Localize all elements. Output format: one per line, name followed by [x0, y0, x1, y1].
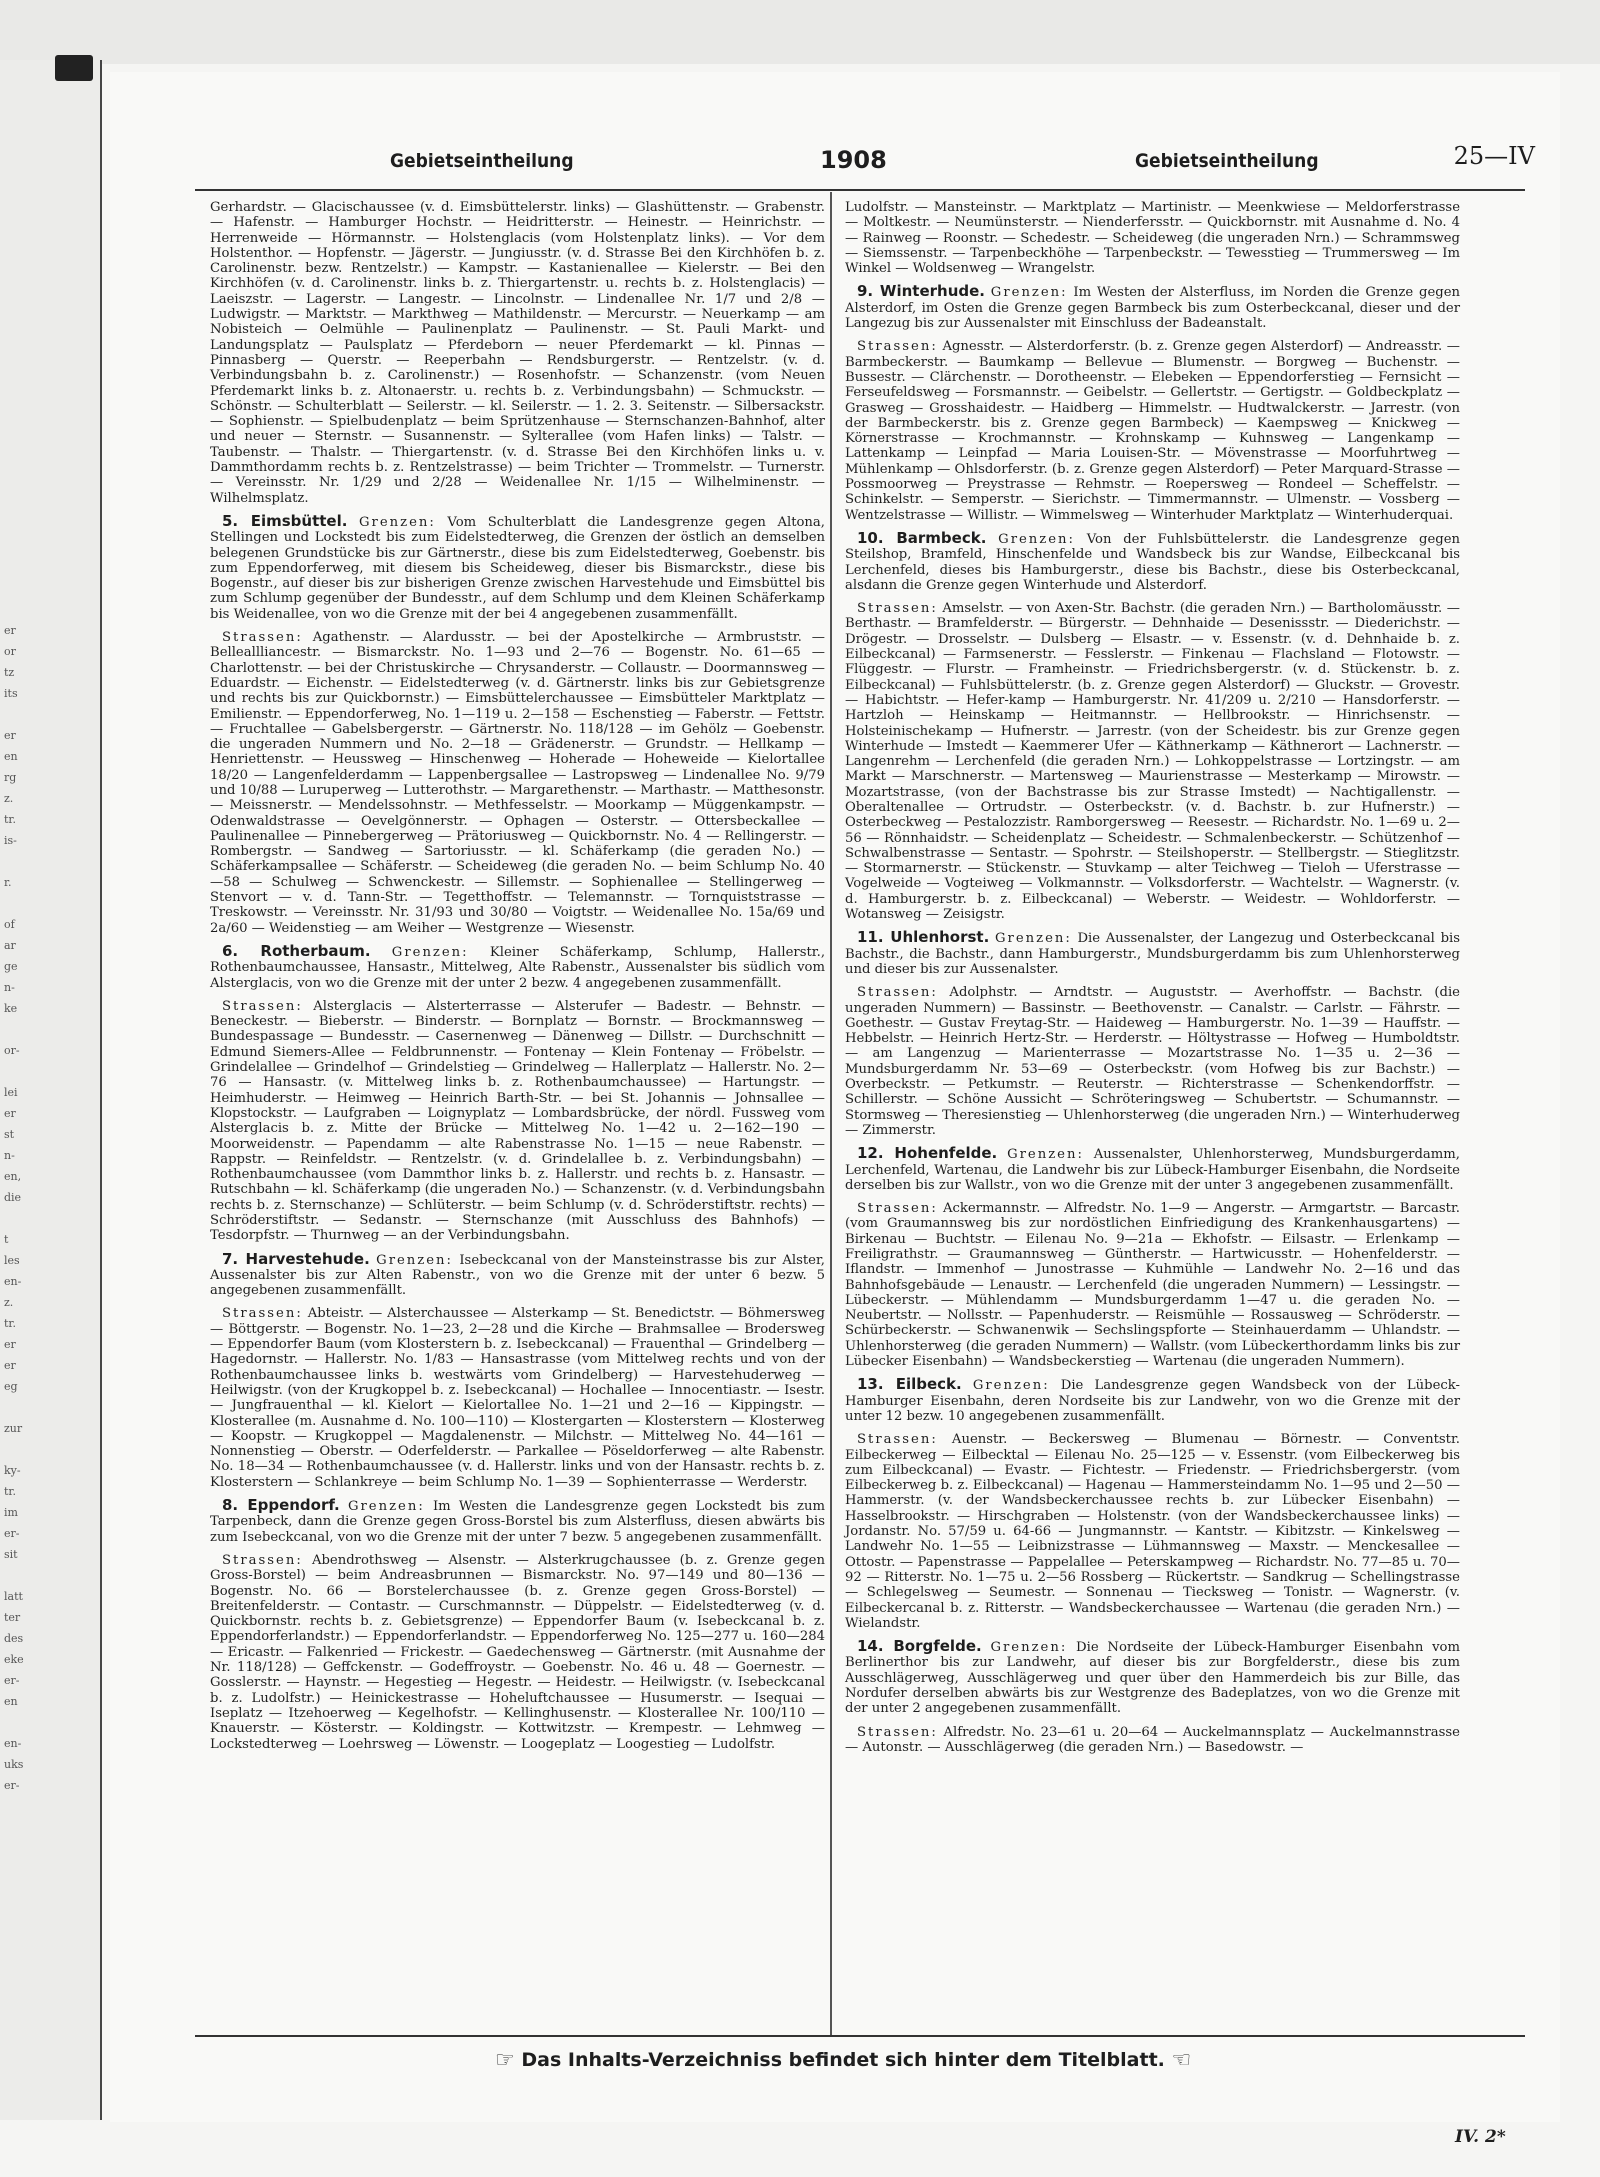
- section-6-title: 6. Rotherbaum.: [222, 941, 371, 960]
- boundaries-text: Von der Fuhlsbüttelerstr. die Landesgrenze gegen Steilshop, Bramfeld, Hinschenfelde und Wandsbeck bis zur Wandse, Eilbeckcanal bis Lerchenfeld, dieses bis Hamburgerstr., diese bis Bachstr., diese bis Osterbeckcanal, alsdann die Grenze gegen Winterhude und Alsterdorf.: [845, 531, 1460, 593]
- section-4-continuation: Gerhardstr. — Glacischaussee (v. d. Eimsbüttelerstr. links) — Glashüttenstr. — Grabenstr. — Hafenstr. — Hamburger Hochstr. — Heidritterstr. — Heinestr. — Heinrichstr. — Herrenweide — Hörmannstr. — Holstenglacis (vom Holstenplatz links). — Vor dem Holstenthor. — Hopfenstr. — Jägerstr. — Jungiusstr. (v. d. Strasse Bei den Kirchhöfen b. z. Carolinenstr. bezw. Rentzelstr.) — Kampstr. — Kastanienallee — Kielerstr. — Bei den Kirchhöfen (v. d. Carolinenstr. links b. z. Thiergartenstr. u. rechts b. z. Holstenglacis) — Laeiszstr. — Lagerstr. — Langestr. — Lincolnstr. — Lindenallee Nr. 1/7 und 2/8 — Ludwigstr. — Marktstr. — Markthweg — Mathildenstr. — Mercurstr. — Neuerkamp — am Nobisteich — Oelmühle — Paulinenplatz — Paulinenstr. — St. Pauli Markt- und Landungsplatz — Paulsplatz — Pferdeborn — neuer Pferdemarkt — kl. Pinnas — Pinnasberg — Querstr. — Reeperbahn — Rendsburgerstr. — Rentzelstr. (v. d. Verbindungsbahn b. z. Carolinenstr.) — Rosenhofstr. — Schanzenstr. (vom Neuen Pferdemarkt links b. z. Altonaerstr. u. rechts b. z. Verbindungsbahn) — Schmuckstr. — Schönstr. — Schulterblatt — Seilerstr. — kl. Seilerstr. — 1. 2. 3. Seitenstr. — Silbersackstr. — Sophienstr. — Spielbudenplatz — beim Sprützenhause — Sternschanzen-Bahnhof, alter und neuer — Sternstr. — Susannenstr. — Sylterallee (vom Hafen links) — Talstr. — Taubenstr. — Thalstr. — Thiergartenstr. (v. d. Strasse Bei den Kirchhöfen links u. v. Dammthordamm rechts b. z. Rentzelstrasse) — beim Trichter — Trommelstr. — Turnerstr. — Vereinsstr. Nr. 1/29 und 2/28 — Weidenallee Nr. 1/15 — Wilhelminenstr. — Wilhelmsplatz.: [210, 200, 825, 506]
- boundaries-text: Im Westen der Alsterfluss, im Norden die Grenze gegen Alsterdorf, im Osten die Grenze gegen Barmbeck bis zum Osterbeckcanal, dieser und der Langezug bis zur Aussenalster mit Einschluss der Badeanstalt.: [845, 285, 1460, 332]
- streets-text: Amselstr. — von Axen-Str. Bachstr. (die geraden Nrn.) — Bartholomäusstr. — Berthastr. — Bramfelderstr. — Bürgerstr. — Dehnhaide — Desenissstr. — Diederichstr. — Drögestr. — Drosselstr. — Dulsberg — Elsastr. — v. Essenstr. (v. d. Dehnhaide b. z. Eilbeckcanal) — Farmsenerstr. — Fesslerstr. — Finkenau — Flachsland — Flotowstr. — Flüggestr. — Flurstr. — Framheinstr. — Friedrichsbergerstr. (v. d. Stückenstr. b. z. Eilbeckcanal) — Fuhlsbüttelerstr. (b. z. Grenze gegen Alsterdorf) — Gluckstr. — Grovestr. — Habichtstr. — Hefer-kamp — Hamburgerstr. Nr. 41/209 u. 2/210 — Hansdorferstr. — Hartzloh — Heinskamp — Heitmannstr. — Hellbrookstr. — Hinrichsenstr. — Holsteinischekamp — Hufnerstr. — Jarrestr. (von der Scheidestr. bis zur Grenze gegen Winterhude — Imstedt — Kaemmerer Ufer — Käthnerkamp — Käthnerort — Lachnerstr. — Langenrehm — Lerchenfeld (die geraden Nrn.) — Lohkoppelstrasse — Lortzingstr. — am Markt — Marschnerstr. — Martensweg — Maurienstrasse — Mesterkamp — Mirowstr. — Mozartstrasse, (von der Bachstrasse bis zur Strasse Imstedt) — Nachtigallenstr. — Oberaltenallee — Ortrudstr. — Osterbeckstr. (v. d. Bachstr. b. zur Hufnerstr.) — Osterbeckweg — Pestalozzistr. Ramborgersweg — Reesestr. — Richardstr. No. 1—69 u. 2—56 — Rönnhaidstr. — Scheidenplatz — Scheidestr. — Schmalenbeckerstr. — Schützenhof — Schwalbenstrasse — Sentastr. — Spohrstr. — Steilshoperstr. — Stellbergstr. — Stieglitzstr. — Stormarnerstr. — Stückenstr. — Stuvkamp — alter Teichweg — Tieloh — Uferstrasse — Vogelweide — Vogteiweg — Volkmannstr. — Volksdorferstr. — Wachtelstr. — Wagnerstr. (v. d. Hamburgerstr. b. z. Eilbeckcanal) — Weberstr. — Weidestr. — Wohldorferstr. — Wotansweg — Zeisigstr.: [845, 601, 1460, 923]
- streets-label: Strassen:: [857, 1432, 938, 1448]
- boundaries-text: Isebeckcanal von der Mansteinstrasse bis zur Alster, Aussenalster bis zur Alten Rabenstr., von wo die Grenze mit der unter 6 bezw. 5 angegebenen zusammenfällt.: [210, 1252, 825, 1299]
- section-7-streets: [210, 1306, 825, 1490]
- boundaries-label: Grenzen:: [347, 1499, 425, 1515]
- boundaries-label: Grenzen:: [998, 531, 1075, 547]
- header-year: 1908: [820, 146, 887, 174]
- section-8-title: 8. Eppendorf.: [222, 1496, 340, 1515]
- section-9-streets: [845, 339, 1460, 523]
- boundaries-label: Grenzen:: [1007, 1147, 1084, 1163]
- streets-text: Agnesstr. — Alsterdorferstr. (b. z. Grenze gegen Alsterdorf) — Andreasstr. — Barmbeckerstr. — Baumkamp — Bellevue — Blumenstr. — Borgweg — Buchenstr. — Bussestr. — Clärchenstr. — Dorotheenstr. — Elebeken — Eppendorferstieg — Fernsicht — Ferseufeldsweg — Forsmannstr. — Geibelstr. — Gellertstr. — Gertigstr. — Goldbeckplatz — Grasweg — Grosshaidestr. — Haidberg — Himmelstr. — Hudtwalckerstr. — Jarrestr. (von der Barmbeckerstr. bis z. Grenze gegen Barmbeck) — Kaempsweg — Knickweg — Körnerstrasse — Krochmannstr. — Krohnskamp — Kuhnsweg — Langenkamp — Lattenkamp — Leinpfad — Maria Louisen-Str. — Mövenstrasse — Moorfuhrtweg — Mühlenkamp — Ohlsdorferstr. (b. z. Grenze gegen Alsterdorf) — Peter Marquard-Strasse — Possmoorweg — Preystrasse — Rehmstr. — Roepersweg — Rondeel — Scheffelstr. — Schinkelstr. — Semperstr. — Sierichstr. — Timmermannstr. — Ulmenstr. — Vossberg — Wentzelstrasse — Willistr. — Wimmelsweg — Winterhuder Marktplatz — Winterhuderquai.: [845, 339, 1460, 523]
- streets-label: Strassen:: [857, 1201, 938, 1217]
- pointing-hand-left-icon: ☜: [1171, 2048, 1192, 2073]
- streets-label: Strassen:: [222, 998, 303, 1014]
- streets-text: Adolphstr. — Arndtstr. — Auguststr. — Averhoffstr. — Bachstr. (die ungeraden Nummern) — Bassinstr. — Beethovenstr. — Canalstr. — Carlstr. — Fährstr. — Goethestr. — Gustav Freytag-Str. — Haideweg — Hamburgerstr. No. 1—39 — Hauffstr. — Hebbelstr. — Heinrich Hertz-Str. — Herderstr. — Höltystrasse — Hofweg — Humboldtstr. — am Langenzug — Marienterrasse — Mozartstrasse No. 1—35 u. 2—36 — Mundsburgerdamm Nr. 53—69 — Osterbeckstr. (vom Hofweg bis zur Bachstr.) — Overbeckstr. — Petkumstr. — Reuterstr. — Richterstrasse — Schenkendorffstr. — Schillerstr. — Schöne Aussicht — Schröteringsweg — Schubertstr. — Schumannstr. — Stormsweg — Theresienstieg — Uhlenhorsterweg (die ungeraden Nrn.) — Winterhuderweg — Zimmerstr.: [845, 985, 1460, 1138]
- streets-text: Alsterglacis — Alsterterrasse — Alsterufer — Badestr. — Behnstr. — Beneckestr. — Bieberstr. — Binderstr. — Bornplatz — Bornstr. — Brockmannsweg — Bundespassage — Bundesstr. — Casernenweg — Dänenweg — Dillstr. — Durchschnitt — Edmund Siemers-Allee — Feldbrunnenstr. — Fontenay — Klein Fontenay — Fröbelstr. — Grindelallee — Grindelhof — Grindelstieg — Grindelweg — Hallerplatz — Hallerstr. No. 2—76 — Hansastr. (v. Mittelweg links b. z. Rothenbaumchaussee) — Hartungstr. — Heimhuderstr. — Heimweg — Heinrich Barth-Str. — bei St. Johannis — Johnsallee — Klopstockstr. — Laufgraben — Loignyplatz — Lombardsbrücke, der nördl. Fussweg vom Alsterglacis b. z. Mitte der Brücke — Mittelweg No. 1—42 u. 2—162—190 — Moorweidenstr. — Papendamm — alte Rabenstrasse No. 1—15 — neue Rabenstr. — Rappstr. — Reinfeldstr. — Rentzelstr. (v. d. Grindelallee b. z. Verbindungsbahn) — Rothenbaumchaussee (vom Dammthor links b. z. Hallerstr. und rechts b. z. Hansastr. — Rutschbahn — kl. Schäferkamp (die ungeraden No.) — Schanzenstr. (v. d. Verbindungsbahn rechts b. z. Sternschanze) — Schlüterstr. — beim Schlump (v. d. Schröderstiftstr. rechts) — Schröderstiftstr. — Sedanstr. — Sternschanze (mit Ausschluss des Bahnhofs) — Tesdorpfstr. — Thurnweg — an der Verbindungsbahn.: [210, 998, 825, 1244]
- footer-rule: [195, 2035, 1525, 2037]
- section-7-title: 7. Harvestehude.: [222, 1249, 370, 1268]
- section-10-streets: [845, 601, 1460, 922]
- section-12-boundaries: [845, 1146, 1460, 1193]
- left-column: [210, 200, 825, 1760]
- section-12-streets: [845, 1201, 1460, 1369]
- pointing-hand-right-icon: ☞: [495, 2048, 515, 2073]
- boundaries-label: Grenzen:: [359, 514, 436, 530]
- boundaries-text: Die Aussenalster, der Langezug und Osterbeckcanal bis Bachstr., die Bachstr., dann Hamburgerstr., Mundsburgerdamm bis zum Uhlenhorsterweg und dieser bis zur Aussenalster.: [845, 931, 1460, 977]
- boundaries-text: Im Westen die Landesgrenze gegen Lockstedt bis zum Tarpenbeck, dann die Grenze gegen Gross-Borstel bis zum Alsterfluss, diesen abwärts bis zum Isebeckcanal, von wo die Grenze mit der unter 7 bezw. 5 angegebenen zusammenfällt.: [210, 1499, 825, 1545]
- streets-label: Strassen:: [857, 339, 938, 355]
- boundaries-label: Grenzen:: [990, 285, 1068, 301]
- scan-background-top: [0, 0, 1600, 64]
- streets-label: Strassen:: [857, 1724, 938, 1740]
- streets-label: Strassen:: [857, 985, 938, 1001]
- section-6-boundaries: [210, 941, 826, 991]
- boundaries-label: Grenzen:: [990, 1640, 1068, 1656]
- section-14-title: 14. Borgfelde.: [857, 1637, 982, 1656]
- section-8-boundaries: [210, 1498, 825, 1545]
- section-8-streets: [210, 1553, 825, 1752]
- document-page: [110, 72, 1560, 2147]
- header-title-left: Gebietseintheilung: [390, 150, 574, 172]
- section-7-boundaries: [210, 1249, 825, 1299]
- scan-clip-marker: [55, 55, 93, 81]
- streets-text: Auenstr. — Beckersweg — Blumenau — Börnestr. — Conventstr. Eilbeckerweg — Eilbecktal — Eilenau No. 25—125 — v. Essenstr. (vom Eilbeckerweg bis zum Eilbeckcanal) — Evastr. — Fichtestr. — Friedenstr. — Friedrichsbergerstr. (vom Eilbeckerweg b. z. Eilbeckcanal) — Hagenau — Hammersteindamm No. 1—95 und 2—50 — Hammerstr. (v. der Wandsbeckerchaussee rechts b. zur Lübecker Eisenbahn) — Hasselbrookstr. — Hirschgraben — Holstenstr. (von der Wandsbeckerchaussee links) — Jordanstr. No. 57/59 u. 64-66 — Jungmannstr. — Kantstr. — Kibitzstr. — Kinkelsweg — Landwehr No. 1—55 — Leibnizstrasse — Lühmannsweg — Maxstr. — Menckesallee — Ottostr. — Papenstrasse — Pappelallee — Peterskampweg — Richardstr. No. 77—85 u. 70—92 — Ritterstr. No. 1—75 u. 2—56 Rossberg — Rückertstr. — Sandkrug — Schellingstrasse — Schlegelsweg — Seumestr. — Sonnenau — Tiecksweg — Tonistr. — Wagnerstr. (v. Eilbeckercanal b. z. Ritterstr. — Wandsbeckerchaussee — Wartenau (die geraden Nrn.) — Wielandstr.: [845, 1432, 1460, 1631]
- running-header: [200, 140, 1535, 180]
- section-9-title: 9. Winterhude.: [857, 282, 986, 301]
- section-10-title: 10. Barmbeck.: [857, 528, 987, 547]
- index-note-text: Das Inhalts-Verzeichniss befindet sich hinter dem Titelblatt.: [521, 2049, 1165, 2071]
- section-13-title: 13. Eilbeck.: [857, 1375, 962, 1394]
- section-6-streets: [210, 999, 825, 1244]
- boundaries-text: Aussenalster, Uhlenhorsterweg, Mundsburgerdamm, Lerchenfeld, Wartenau, die Landwehr bis zur Lübeck-Hamburger Eisenbahn, die Nordseite derselben bis zur Wallstr., von wo die Grenze mit der unter 3 angegebenen zusammenfällt.: [845, 1147, 1460, 1193]
- right-column: [845, 200, 1460, 1763]
- streets-label: Strassen:: [857, 601, 938, 617]
- streets-label: Strassen:: [222, 1552, 303, 1568]
- streets-text: Ackermannstr. — Alfredstr. No. 1—9 — Angerstr. — Armgartstr. — Barcastr. (vom Graumannsweg bis zur nordöstlichen Einfriedigung des Krankenhausgartens) — Birkenau — Buchtstr. — Eilenau No. 9—21a — Ekhofstr. — Eilsastr. — Erlenkamp — Freiligrathstr. — Graumannsweg — Güntherstr. — Hartwicusstr. — Hohenfelderstr. — Iflandstr. — Immenhof — Junostrasse — Kuhmühle — Landwehr No. 2—16 und das Bahnhofsgebäude — Lenaustr. — Lerchenfeld (die ungeraden Nummern) — Lessingstr. — Lübeckerstr. — Mühlendamm — Mundsburgerdamm 1—47 u. die geraden No. — Neubertstr. — Nollsstr. — Papenhuderstr. — Reismühle — Rossausweg — Schröderstr. — Schürbeckerstr. — Schwanenwik — Sechslingspforte — Steinhauerdamm — Uhlandstr. — Uhlenhorsterweg (die geraden Nummern) — Wallstr. (vom Lübeckerthordamm links bis zur Lübecker Eisenbahn) — Wandsbeckerstieg — Wartenau (die ungeraden Nummern).: [845, 1201, 1460, 1370]
- section-5-boundaries: [210, 511, 825, 622]
- section-14-boundaries: [845, 1639, 1460, 1716]
- previous-page-text-fragments: er or tz its er en rg z. tr. is- r. of ar ge n- ke or- lei er st n- en, die t les en- z. tr. er er eg zur ky- tr. im er- sit latt ter des eke er- en en- uks er-: [4, 624, 24, 1792]
- section-10-boundaries: [845, 528, 1460, 593]
- section-13-boundaries: [845, 1377, 1460, 1424]
- index-location-note: [495, 2048, 1191, 2073]
- streets-text: Agathenstr. — Alardusstr. — bei der Apostelkirche — Armbruststr. — Belleallliancestr. — Bismarckstr. No. 1—93 und 2—76 — Bogenstr. No. 61—65 — Charlottenstr. — bei der Christuskirche — Chrysanderstr. — Collaustr. — Doormannsweg — Eduardstr. — Eichenstr. — Eidelstedterweg (v. d. Gärtnerstr. links bis zur Gebietsgrenze und rechts bis zur Quickbornstr.) — Eimsbüttelerchaussee — Eimsbütteler Marktplatz — Emilienstr. — Eppendorferweg, No. 1—119 u. 2—158 — Eschenstieg — Faberstr. — Fettstr. — Fruchtallee — Gabelsbergerstr. — Gärtnerstr. No. 118/128 — im Gehölz — Goebenstr. die ungeraden Nummern und No. 2—18 — Grädenerstr. — Grundstr. — Hellkamp — Henriettenstr. — Heussweg — Hinschenweg — Hoherade — Hoheweide — Kielortallee 18/20 — Langenfelderdamm — Lappenbergsallee — Lastropsweg — Lindenallee No. 9/79 und 10/88 — Luruperweg — Lutterothstr. — Margarethenstr. — Marthastr. — Matthesonstr. — Meissnerstr. — Mendelssohnstr. — Methfesselstr. — Moorkamp — Müggenkampstr. — Odenwaldstrasse — Oevelgönnerstr. — Ophagen — Osterstr. — Ottersbeckallee — Paulinenallee — Pinnebergerweg — Prätoriusweg — Quickbornstr. No. 4 — Rellingerstr. — Rombergstr. — Sandweg — Sartoriusstr. — kl. Schäferkamp (die geraden No.) — Schäferkampsallee — Schäferstr. — Scheideweg (die geraden No. — beim Schlump No. 40—58 — Schulweg — Schwenckestr. — Sillemstr. — Sophienallee — Stellingerweg — Stenvort — v. d. Tann-Str. — Tegetthoffstr. — Telemannstr. — Tornquiststrasse — Treskowstr. — Vereinsstr. Nr. 31/93 und 30/80 — Voigtstr. — Weidenallee No. 15a/69 und 2a/60 — Weidenstieg — am Weiher — Westgrenze — Wiesenstr.: [210, 630, 825, 936]
- boundaries-label: Grenzen:: [994, 931, 1072, 947]
- streets-label: Strassen:: [222, 630, 303, 646]
- boundaries-text: Kleiner Schäferkamp, Schlump, Hallerstr., Rothenbaumchaussee, Hansastr., Mittelweg, Alte Rabenstr., Aussenalster bis südlich vom Alsterglacis, von wo die Grenze mit der unter 2 bezw. 4 angegebenen zusammenfällt.: [210, 944, 826, 991]
- boundaries-text: Vom Schulterblatt die Landesgrenze gegen Altona, Stellingen und Lockstedt bis zum Eidelstedterweg, die Grenzen der östlich an demselben belegenen Grundstücke bis zur Gärtnerstr., diese bis zum Eidelstedterweg, Goebenstr. bis zum Eppendorferweg, mit diesem bis Scheideweg, dieser bis Bismarckstr., diese bis Bogenstr., auf dieser bis zur bisherigen Grenze zwischen Harvestehude und Eimsbüttel bis zum Schlump gegenüber der Bundesstr., auf dem Schlump und dem Kleinen Schäferkamp bis Weidenallee, von wo die Grenze mit der bei 4 angegebenen zusammenfällt.: [210, 514, 825, 622]
- boundaries-label: Grenzen:: [376, 1252, 453, 1268]
- column-separator: [830, 192, 832, 2037]
- boundaries-label: Grenzen:: [391, 944, 469, 960]
- section-11-streets: [845, 985, 1460, 1138]
- section-5-streets: [210, 630, 825, 936]
- streets-text: Abteistr. — Alsterchaussee — Alsterkamp — St. Benedictstr. — Böhmersweg — Böttgerstr. — Bogenstr. No. 1—23, 2—28 und die Kirche — Brahmsallee — Brodersweg — Eppendorfer Baum (vom Klosterstern b. z. Isebeckcanal) — Frauenthal — Grindelberg — Hagedornstr. — Hallerstr. No. 1/83 — Hansastrasse (vom Mittelweg rechts und von der Rothenbaumchaussee links b. westwärts vom Grindelberg) — Harvestehuderweg — Heilwigstr. (von der Krugkoppel b. z. Isebeckcanal) — Hochallee — Innocentiastr. — Isestr. — Jungfrauenthal — kl. Kielort — Kielortallee No. 1—21 und 2—16 — Kippingstr. — Klosterallee (m. Ausnahme d. No. 100—110) — Klostergarten — Klosterstern — Klosterweg — Koopstr. — Krugkoppel — Magdalenenstr. — Milchstr. — Mittelweg No. 44—161 — Nonnenstieg — Oberstr. — Oderfelderstr. — Parkallee — Pöseldorferweg — alte Rabenstr. No. 18—34 — Rothenbaumchaussee (v. d. Hallerstr. links und von der Hansastr. rechts b. z. Klosterstern — Schlankreye — beim Schlump No. 1—39 — Sophienterrasse — Werderstr.: [210, 1306, 825, 1490]
- section-8-continuation: Ludolfstr. — Mansteinstr. — Marktplatz — Martinistr. — Meenkwiese — Meldorferstrasse — Moltkestr. — Neumünsterstr. — Nienderfersstr. — Quickbornstr. mit Ausnahme d. No. 4 — Rainweg — Roonstr. — Schedestr. — Scheideweg (die ungeraden Nrn.) — Schrammsweg — Siemssenstr. — Tarpenbeckhöhe — Tarpenbeckstr. — Tewesstieg — Trummersweg — Im Winkel — Woldsenweg — Wrangelstr.: [845, 200, 1460, 277]
- streets-label: Strassen:: [222, 1306, 303, 1322]
- section-14-streets: [845, 1725, 1460, 1756]
- section-5-title: 5. Eimsbüttel.: [222, 511, 348, 530]
- section-12-title: 12. Hohenfelde.: [857, 1144, 998, 1163]
- streets-text: Alfredstr. No. 23—61 u. 20—64 — Auckelmannsplatz — Auckelmannstrasse — Autonstr. — Ausschlägerweg (die geraden Nrn.) — Basedowstr. —: [845, 1724, 1460, 1755]
- header-title-right: Gebietseintheilung: [1135, 150, 1319, 172]
- boundaries-text: Die Nordseite der Lübeck-Hamburger Eisenbahn vom Berlinerthor bis zur Landwehr, auf dieser bis zur Borgfelderstr., diese bis zum Ausschlägerweg, Ausschlägerweg und quer über den Hammerdeich bis zur Bille, das Nordufer derselben abwärts bis zur Westgrenze des Badeplatzes, von wo die Grenze mit der unter 2 angegebenen zusammenfällt.: [845, 1640, 1460, 1717]
- streets-text: Abendrothsweg — Alsenstr. — Alsterkrugchaussee (b. z. Grenze gegen Gross-Borstel) — beim Andreasbrunnen — Bismarckstr. No. 97—149 und 80—136 — Bogenstr. No. 66 — Borstelerchaussee (b. z. Grenze gegen Gross-Borstel) — Breitenfelderstr. — Contastr. — Curschmannstr. — Düppelstr. — Eidelstedterweg (v. d. Quickbornstr. rechts b. z. Gebietsgrenze) — Eppendorfer Baum (v. Isebeckcanal b. z. Eppendorferlandstr.) — Eppendorferlandstr. — Eppendorferweg No. 125—277 u. 160—284 — Ericastr. — Falkenried — Frickestr. — Gaedechensweg — Gärtnerstr. (mit Ausnahme der Nr. 118/128) — Geffckenstr. — Godeffroystr. — Goebenstr. No. 46 u. 48 — Goernestr. — Gosslerstr. — Haynstr. — Hegestieg — Hegestr. — Heidestr. — Heilwigstr. (v. Isebeckcanal b. z. Ludolfstr.) — Heinickestrasse — Hoheluftchaussee — Husumerstr. — Isequai — Iseplatz — Itzehoerweg — Kegelhofstr. — Kellinghusenstr. — Klosterallee Nr. 100/110 — Knauerstr. — Kösterstr. — Koldingstr. — Kottwitzstr. — Krempestr. — Lehmweg — Lockstedterweg — Loehrsweg — Löwenstr. — Loogeplatz — Loogestieg — Ludolfstr.: [210, 1552, 825, 1752]
- header-rule: [195, 189, 1525, 191]
- header-page-number: 25—IV: [1453, 142, 1535, 170]
- section-13-streets: [845, 1432, 1460, 1631]
- section-11-title: 11. Uhlenhorst.: [857, 928, 990, 947]
- boundaries-label: Grenzen:: [972, 1378, 1050, 1394]
- section-9-boundaries: [845, 284, 1460, 331]
- section-11-boundaries: [845, 930, 1460, 977]
- boundaries-text: Die Landesgrenze gegen Wandsbeck von der Lübeck-Hamburger Eisenbahn, deren Nordseite bis zur Landwehr, von wo die Grenze mit der unter 12 bezw. 10 angegebenen zusammenfällt.: [845, 1378, 1460, 1424]
- page-signature: IV. 2*: [1455, 2127, 1506, 2147]
